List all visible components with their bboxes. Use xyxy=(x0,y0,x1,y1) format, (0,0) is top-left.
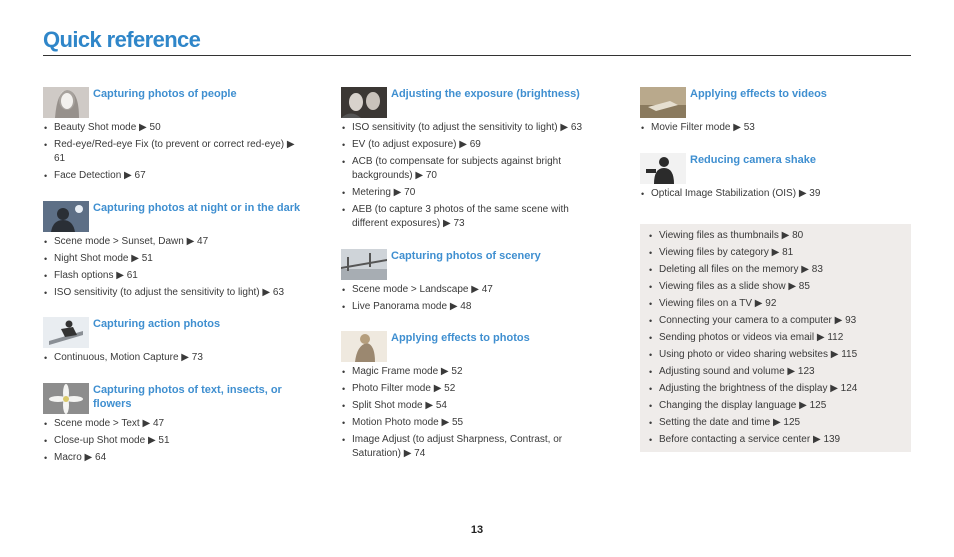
item-list xyxy=(43,417,303,468)
list-item: • Close-up Shot mode ▶ 51 xyxy=(43,434,303,448)
list-item: • Face Detection ▶ 67 xyxy=(43,169,303,183)
item-list xyxy=(341,283,601,317)
list-item: • Scene mode > Landscape ▶ 47 xyxy=(341,283,601,297)
list-item: • Viewing files on a TV ▶ 92 xyxy=(648,297,906,311)
section-video-effects xyxy=(640,87,911,133)
night-thumbnail xyxy=(43,201,89,232)
page-title: Quick reference xyxy=(43,27,201,52)
item-list xyxy=(640,187,900,204)
section-photo-effects xyxy=(341,331,611,459)
list-item: • Viewing files by category ▶ 81 xyxy=(648,246,906,260)
exposure-thumbnail xyxy=(341,87,387,118)
section-night xyxy=(43,201,313,298)
list-item: • Before contacting a service center ▶ 139 xyxy=(648,433,906,447)
list-item: • Motion Photo mode ▶ 55 xyxy=(341,416,573,430)
list-item: • Scene mode > Text ▶ 47 xyxy=(43,417,303,431)
list-item: • Flash options ▶ 61 xyxy=(43,269,308,283)
list-item: • Beauty Shot mode ▶ 50 xyxy=(43,121,303,135)
action-thumbnail xyxy=(43,317,89,348)
section-scenery xyxy=(341,249,611,312)
item-list xyxy=(640,121,900,138)
page-number: 13 xyxy=(470,524,484,536)
video-effects-thumbnail xyxy=(640,87,686,118)
flower-thumbnail xyxy=(43,383,89,414)
list-item: • Image Adjust (to adjust Sharpness, Contrast, or Saturation) ▶ 74 xyxy=(341,433,573,461)
section-title: Adjusting the exposure (brightness) xyxy=(391,88,580,100)
list-item: • Red-eye/Red-eye Fix (to prevent or correct red-eye) ▶ 61 xyxy=(43,138,303,166)
list-item: • Setting the date and time ▶ 125 xyxy=(648,416,906,430)
list-item: • Viewing files as thumbnails ▶ 80 xyxy=(648,229,906,243)
list-item: • Deleting all files on the memory ▶ 83 xyxy=(648,263,906,277)
section-people xyxy=(43,87,313,181)
list-item: • Macro ▶ 64 xyxy=(43,451,303,465)
list-item: • EV (to adjust exposure) ▶ 69 xyxy=(341,138,606,152)
list-item: • Changing the display language ▶ 125 xyxy=(648,399,906,413)
list-item: • Viewing files as a slide show ▶ 85 xyxy=(648,280,906,294)
section-title: Applying effects to photos xyxy=(391,332,530,344)
list-item: • Adjusting the brightness of the display ▶ 124 xyxy=(648,382,906,396)
section-title: Applying effects to videos xyxy=(690,88,827,100)
item-list xyxy=(43,235,308,303)
camera-shake-thumbnail xyxy=(640,153,686,184)
list-item: • ACB (to compensate for subjects against bright backgrounds) ▶ 70 xyxy=(341,155,572,183)
list-item: • Metering ▶ 70 xyxy=(341,186,606,200)
section-camera-shake xyxy=(640,153,911,199)
list-item: • Adjusting sound and volume ▶ 123 xyxy=(648,365,906,379)
section-action xyxy=(43,317,313,363)
section-title: Capturing action photos xyxy=(93,318,221,330)
section-title: Capturing photos of text, insects, or flowers xyxy=(93,384,282,410)
section-title: Capturing photos at night or in the dark xyxy=(93,202,301,214)
item-list xyxy=(341,365,573,464)
list-item: • Scene mode > Sunset, Dawn ▶ 47 xyxy=(43,235,308,249)
list-item: • Using photo or video sharing websites ▶ 115 xyxy=(648,348,906,362)
title-rule xyxy=(43,55,911,56)
list-item: • Optical Image Stabilization (OIS) ▶ 39 xyxy=(640,187,900,201)
list-item: • ISO sensitivity (to adjust the sensitivity to light) ▶ 63 xyxy=(341,121,606,135)
list-item: • Magic Frame mode ▶ 52 xyxy=(341,365,573,379)
photo-effects-thumbnail xyxy=(341,331,387,362)
list-item: • Movie Filter mode ▶ 53 xyxy=(640,121,900,135)
list-item: • Connecting your camera to a computer ▶ 93 xyxy=(648,314,906,328)
section-title: Capturing photos of scenery xyxy=(391,250,541,262)
other-features-box xyxy=(640,224,911,452)
list-item: • Photo Filter mode ▶ 52 xyxy=(341,382,573,396)
list-item: • Live Panorama mode ▶ 48 xyxy=(341,300,601,314)
list-item: • Night Shot mode ▶ 51 xyxy=(43,252,308,266)
item-list xyxy=(341,121,606,234)
portrait-thumbnail xyxy=(43,87,89,118)
item-list xyxy=(43,351,303,368)
section-title: Capturing photos of people xyxy=(93,88,237,100)
section-exposure xyxy=(341,87,611,229)
list-item: • Split Shot mode ▶ 54 xyxy=(341,399,573,413)
item-list xyxy=(648,229,906,450)
list-item: • AEB (to capture 3 photos of the same scene with different exposures) ▶ 73 xyxy=(341,203,584,231)
list-item: • Sending photos or videos via email ▶ 112 xyxy=(648,331,906,345)
list-item: • ISO sensitivity (to adjust the sensitivity to light) ▶ 63 xyxy=(43,286,308,300)
section-text-flowers xyxy=(43,383,313,463)
scenery-thumbnail xyxy=(341,249,387,280)
item-list xyxy=(43,121,303,186)
section-title: Reducing camera shake xyxy=(690,154,816,166)
list-item: • Continuous, Motion Capture ▶ 73 xyxy=(43,351,303,365)
